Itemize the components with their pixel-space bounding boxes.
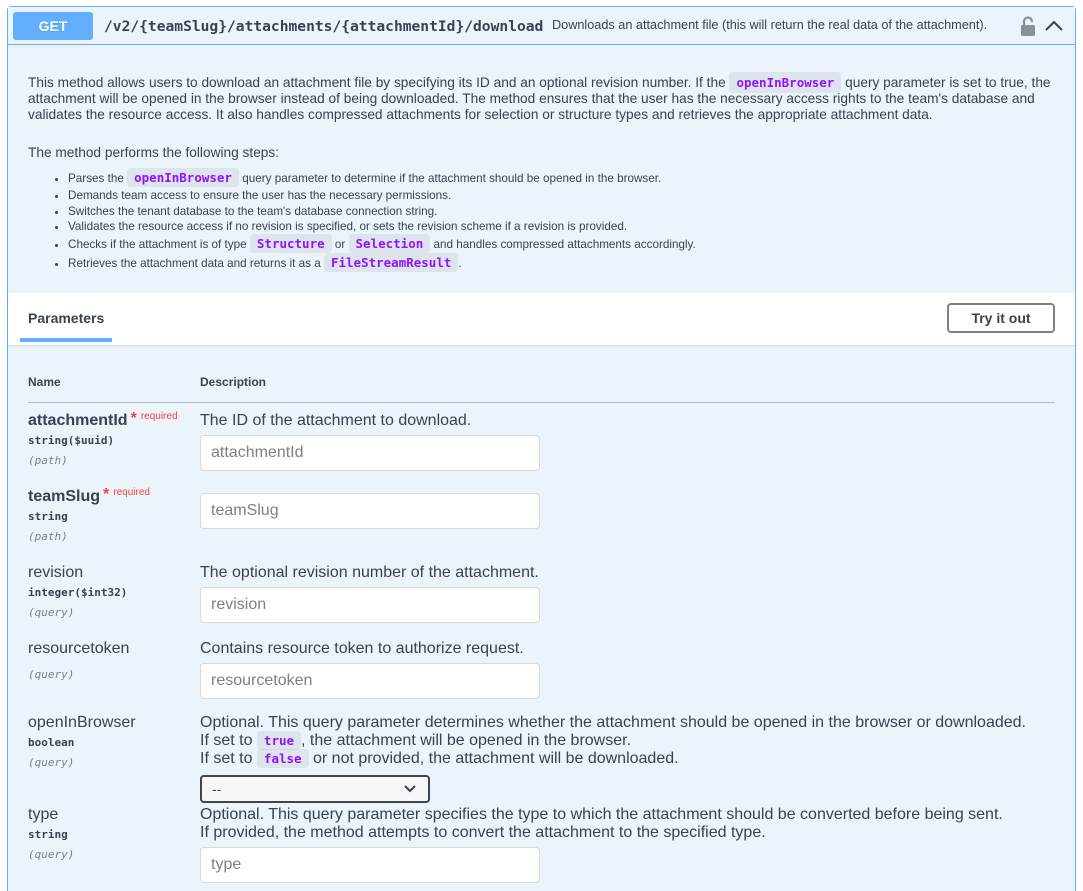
parameter-description: Optional. This query parameter determines whether the attachment should be opened in the browser or downloaded. If set to true , the attachment will be opened in the browser. If set to false or not provided, the attachment will be downloaded. xyxy=(200,714,1026,767)
http-method-badge: GET xyxy=(13,12,93,40)
resource-token-input[interactable] xyxy=(200,663,540,699)
parameter-description: Optional. This query parameter specifies the type to which the attachment should be converted before being sent. If provided, the method attempts to convert the attachment to the specified type. xyxy=(200,806,1003,841)
revision-input[interactable] xyxy=(200,587,540,623)
parameter-location: (query) xyxy=(28,848,75,861)
column-header-name: Name xyxy=(28,375,61,389)
column-header-description: Description xyxy=(200,375,267,389)
inline-code: openInBrowser xyxy=(729,72,841,93)
tab-parameters[interactable]: Parameters xyxy=(28,310,105,326)
operation-summary-description: Downloads an attachment file (this will return the real data of the attachment). xyxy=(552,18,988,32)
parameter-type: boolean xyxy=(28,736,75,749)
parameter-description: The optional revision number of the attachment. xyxy=(200,564,539,581)
parameter-description: The ID of the attachment to download. xyxy=(200,412,472,429)
operation-summary[interactable] xyxy=(8,7,1075,45)
parameter-type: integer($int32) xyxy=(28,586,128,599)
type-input[interactable] xyxy=(200,847,540,883)
parameter-name: openInBrowser xyxy=(28,714,136,731)
description-steps-intro: The method performs the following steps: xyxy=(28,145,280,160)
try-it-out-button[interactable]: Try it out xyxy=(947,303,1055,333)
list-item: • Switches the tenant database to the team's database connection string. xyxy=(68,204,696,220)
parameter-location: (query) xyxy=(28,756,75,769)
operation-block xyxy=(7,6,1076,891)
parameters-table-header xyxy=(28,375,1055,403)
list-item: • Parses the openInBrowser query parameter to determine if the attachment should be opened in the browser. xyxy=(68,169,696,188)
description-paragraph: This method allows users to download an attachment file by specifying its ID and an optional revision number. If the openInBrowser query parameter is set to true, the attachment will be opened in the browser instead of being downloaded. The method ensures that the user has the necessary access rights to the team's database and validates the resource access. It also handles compressed attachments for selection or structure types and retrieves the appropriate attachment data. xyxy=(28,75,1063,123)
list-item: • Demands team access to ensure the user has the necessary permissions. xyxy=(68,188,696,204)
parameter-description: Contains resource token to authorize request. xyxy=(200,640,524,657)
parameter-name: revision xyxy=(28,564,84,581)
parameter-name: teamSlug * $^{required}$ xyxy=(28,486,150,505)
parameters-header xyxy=(8,293,1075,345)
tab-active-indicator xyxy=(20,338,112,342)
parameter-name: resourcetoken xyxy=(28,640,130,657)
parameter-location: (path) xyxy=(28,530,68,543)
open-in-browser-select[interactable]: -- xyxy=(200,775,430,803)
parameter-type: string xyxy=(28,510,68,523)
parameter-type: string($uuid) xyxy=(28,434,115,447)
list-item: • Checks if the attachment is of type Structure or Selection and handles compressed attachments accordingly. xyxy=(68,235,696,254)
unlocked-lock-icon[interactable] xyxy=(1019,15,1037,37)
team-slug-input[interactable] xyxy=(200,493,540,529)
list-item: • Retrieves the attachment data and returns it as a FileStreamResult . xyxy=(68,254,696,273)
steps-list xyxy=(68,169,696,273)
parameter-name: attachmentId * $^{required}$ xyxy=(28,410,178,429)
parameter-location: (path) xyxy=(28,454,68,467)
chevron-up-icon[interactable] xyxy=(1044,16,1064,36)
parameter-type: string xyxy=(28,828,68,841)
parameter-name: type xyxy=(28,806,59,823)
attachment-id-input[interactable] xyxy=(200,435,540,471)
parameter-location: (query) xyxy=(28,668,75,681)
endpoint-path: /v2/{teamSlug}/attachments/{attachmentId}/download xyxy=(104,18,544,35)
chevron-down-icon xyxy=(404,784,416,794)
list-item: • Validates the resource access if no revision is specified, or sets the revision scheme if a revision is provided. xyxy=(68,219,696,235)
parameter-location: (query) xyxy=(28,606,75,619)
